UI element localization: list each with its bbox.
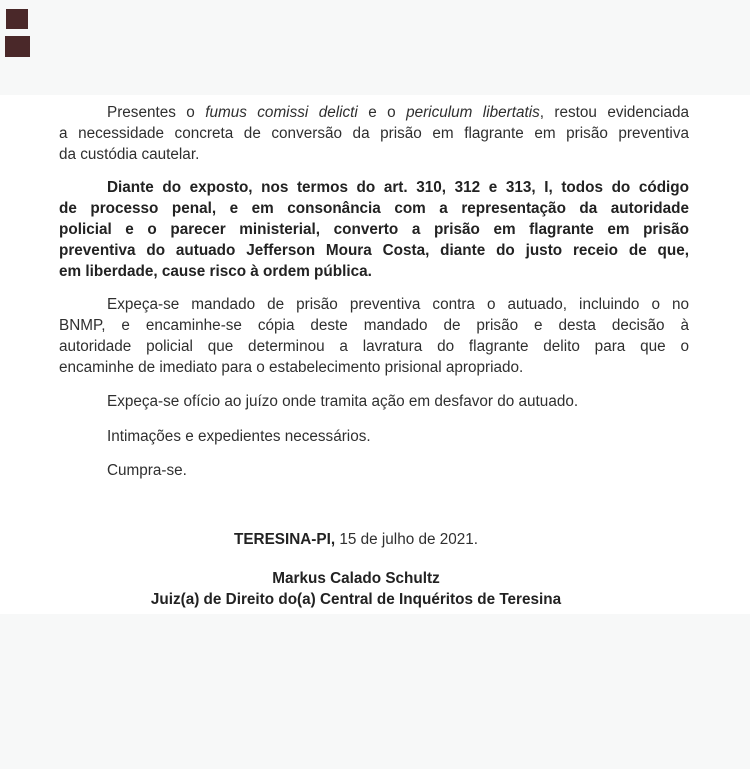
paragraph-line: da custódia cautelar. [59,146,200,163]
paragraph-line: encaminhe de imediato para o estabelecimento prisional apropriado. [59,359,524,376]
paragraph-line: Intimações e expedientes necessários. [107,428,371,445]
text-run: e o [357,104,407,121]
paragraph-diante-do-exposto [59,177,689,282]
paragraph-line: em liberdade, cause risco à ordem pública. [59,263,372,280]
paragraph-expeca-oficio [59,391,689,412]
date-place: TERESINA-PI, [233,531,336,548]
text-run: Presentes o [107,104,206,121]
paragraph-presentes [59,102,689,165]
redaction-block-1 [6,9,28,29]
signature-title: Juiz(a) de Direito do(a) Central de Inquéritos de Teresina [150,591,562,608]
text-run: , restou evidenciada [539,104,690,121]
paragraph-line [59,102,689,123]
paragraph-line: policial e o parecer ministerial, converto a prisão em flagrante em prisão [59,221,689,238]
paragraph-intimacoes [59,426,689,447]
signature-block [59,568,689,610]
paragraph-line: de processo penal, e em consonância com a representação da autoridade [59,200,689,217]
paragraph-line: preventiva do autuado Jefferson Moura Costa, diante do justo receio de que, [59,242,689,259]
paragraph-line: Cumpra-se. [107,462,187,479]
paragraph-cumpra-se [59,460,689,481]
paragraph-line: Diante do exposto, nos termos do art. 310, 312 e 313, I, todos do código [107,179,689,196]
date-line [59,529,689,550]
latin-term-fumus: fumus comissi delicti [205,104,358,121]
paragraph-line: BNMP, e encaminhe-se cópia deste mandado de prisão e desta decisão à [59,317,689,334]
paragraph-line: a necessidade concreta de conversão da prisão em flagrante em prisão preventiva [59,125,689,142]
paragraph-expeca-mandado [59,294,689,378]
signature-name: Markus Calado Schultz [272,570,440,587]
latin-term-periculum: periculum libertatis [406,104,540,121]
paragraph-line: Expeça-se mandado de prisão preventiva contra o autuado, incluindo o no [107,296,689,313]
redaction-block-2 [5,36,30,57]
date-value: 15 de julho de 2021. [335,531,479,548]
document-page [0,95,750,614]
paragraph-line: Expeça-se ofício ao juízo onde tramita ação em desfavor do autuado. [107,393,579,410]
paragraph-line: autoridade policial que determinou a lavratura do flagrante delito para que o [59,338,689,355]
